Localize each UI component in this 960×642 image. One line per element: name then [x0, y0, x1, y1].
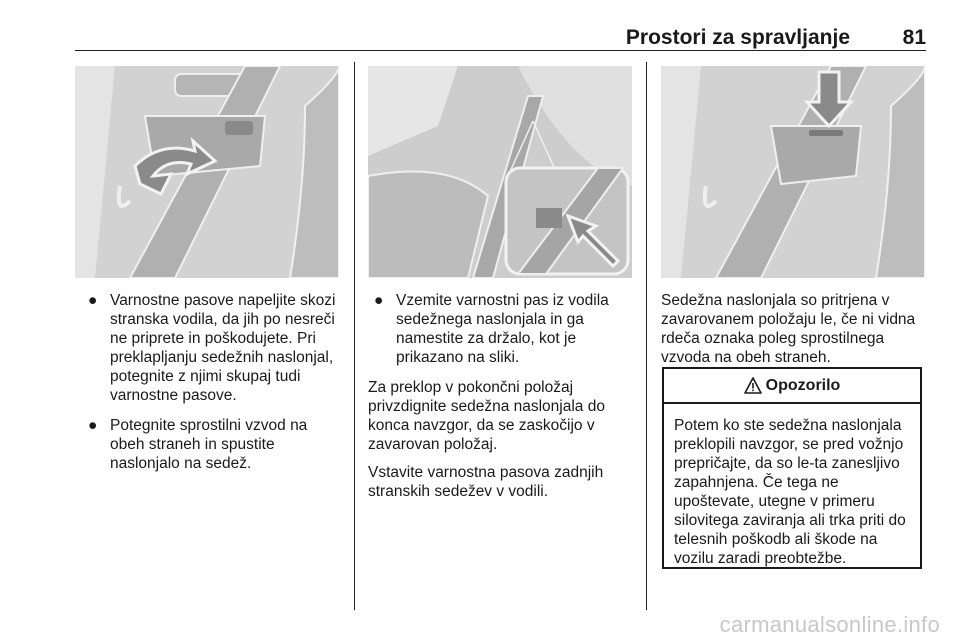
- column-1-text: [82, 291, 344, 484]
- bullet-item: [82, 291, 344, 405]
- column-2-text: [368, 291, 634, 510]
- bullet-item: [368, 291, 634, 367]
- watermark: carmanualsonline.info: [719, 612, 940, 637]
- illustration-red-mark: [661, 66, 925, 278]
- warning-title: Opozorilo: [765, 376, 841, 394]
- illustration-belt-holder: [368, 66, 632, 278]
- header-rule: [75, 50, 926, 51]
- warning-box: [662, 367, 922, 569]
- bullet-text: Varnostne pasove napeljite skozi stranska vodila, da jih po nesreči ne priprete in poškodujete. Pri preklapljanju sedežnih naslonjal, potegnite z njimi skupaj tudi varnostne pasove.: [110, 292, 336, 404]
- paragraph: Vstavite varnostna pasova zadnjih stranskih sedežev v vodili.: [368, 464, 604, 500]
- page-number: 81: [902, 26, 926, 49]
- bullet-dot: ●: [88, 292, 98, 309]
- bullet-item: [82, 416, 344, 473]
- bullet-dot: ●: [88, 417, 98, 434]
- warning-triangle-icon: [744, 377, 762, 394]
- paragraph: Sedežna naslonjala so pritrjena v zavarovanem položaju le, če ni vidna rdeča oznaka poleg sprostilnega vzvoda na obeh straneh.: [661, 292, 916, 366]
- red-mark-drawing: [661, 66, 925, 278]
- bullet-text: Potegnite sprostilni vzvod na obeh straneh in spustite naslonjalo na sedež.: [110, 417, 308, 472]
- column-divider-right: [646, 62, 647, 610]
- page-title: Prostori za spravljanje: [625, 26, 850, 49]
- release-lever-drawing: [75, 66, 339, 278]
- warning-header: [664, 369, 920, 404]
- bullet-text: Vzemite varnostni pas iz vodila sedežnega naslonjala in ga namestite za držalo, kot je prikazano na sliki.: [396, 292, 609, 366]
- bullet-dot: ●: [374, 292, 384, 309]
- illustration-release-lever: [75, 66, 339, 278]
- belt-holder-drawing: [368, 66, 632, 278]
- column-3-text: [661, 291, 927, 376]
- warning-body: Potem ko ste sedežna naslonjala preklopili navzgor, se pred vožnjo prepričajte, da so le-ta zanesljivo zapahnjena. Če tega ne upoštevate, utegne v primeru silovitega zaviranja ali trka priti do telesnih poškodb ali škode na vozilu zaradi preobtežbe.: [674, 417, 906, 567]
- column-divider-left: [354, 62, 355, 610]
- paragraph: Za preklop v pokončni položaj privzdignite sedežna naslonjala do konca navzgor, da se zaskočijo v zavarovan položaj.: [368, 379, 605, 453]
